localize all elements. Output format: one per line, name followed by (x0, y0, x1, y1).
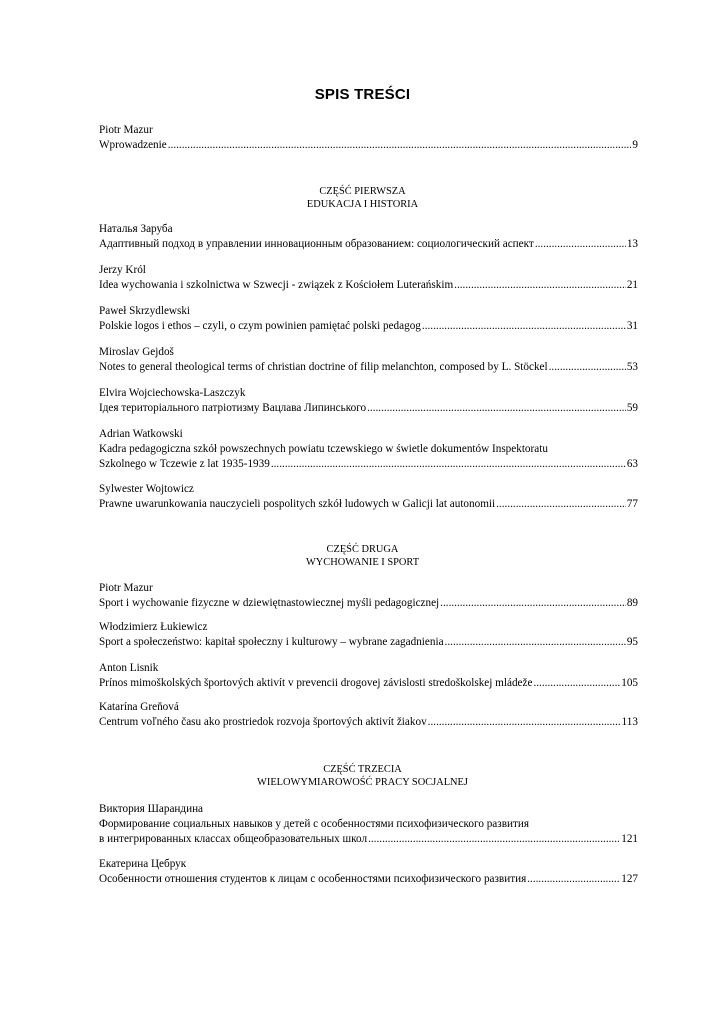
section-part-label: CZĘŚĆ DRUGA (326, 544, 399, 555)
entry-title-line (99, 715, 638, 730)
dot-leader (422, 319, 626, 334)
toc-entry (99, 857, 638, 887)
section-part-label: CZĘŚĆ TRZECIA (323, 764, 402, 775)
dot-leader (168, 138, 632, 153)
entry-page-number: 127 (621, 873, 638, 885)
entry-title: Polskie logos i ethos – czyli, o czym powinien pamiętać polski pedagog (99, 320, 421, 332)
entry-page-number: 31 (626, 320, 638, 332)
entry-page-number: 89 (626, 597, 638, 609)
entry-title-first-line: Формирование социальных навыков у детей с особенностями психофизического развития (99, 818, 529, 830)
entry-page-number: 9 (632, 139, 638, 151)
entry-page-number: 95 (626, 636, 638, 648)
entry-title-line (99, 872, 638, 887)
entry-page-number: 21 (626, 279, 638, 291)
entry-title: в интегрированных классах общеобразовательных школ (99, 833, 368, 845)
entry-page-number: 13 (626, 238, 638, 250)
entry-page-number: 59 (626, 402, 638, 414)
entry-title: Szkolnego w Tczewie z lat 1935-1939 (99, 458, 270, 470)
dot-leader (445, 635, 626, 650)
entry-page-number: 53 (626, 361, 638, 373)
entry-title-first-line: Kadra pedagogiczna szkół powszechnych powiatu tczewskiego w świetle dokumentów Inspektoratu (99, 443, 548, 455)
entry-title-line (99, 319, 638, 334)
entry-page-number: 121 (621, 833, 638, 845)
section-name: WYCHOWANIE I SPORT (305, 557, 420, 568)
entry-title: Wprowadzenie (99, 139, 167, 151)
entry-author: Piotr Mazur (99, 582, 153, 594)
entry-title-line (99, 676, 638, 691)
entry-author: Paweł Skrzydlewski (99, 305, 191, 317)
section-name: WIELOWYMIAROWOŚĆ PRACY SOCJALNEJ (257, 777, 468, 788)
entry-author: Miroslav Gejdoš (99, 346, 174, 358)
entry-author: Włodzimierz Łukiewicz (99, 621, 208, 633)
entry-author: Sylwester Wojtowicz (99, 483, 194, 495)
entry-author: Наталья Заруба (99, 223, 173, 235)
toc-entry (99, 263, 638, 293)
dot-leader (527, 872, 620, 887)
toc-entry (99, 802, 638, 847)
toc-entry (99, 222, 638, 252)
page-title: SPIS TREŚCI (314, 86, 411, 103)
entry-author: Jerzy Król (99, 264, 146, 276)
entry-title: Idea wychowania i szkolnictwa w Szwecji - związek z Kościołem Luterańskim (99, 279, 454, 291)
entry-title-line (99, 237, 638, 252)
dot-leader (428, 715, 621, 730)
entry-page-number: 105 (621, 677, 638, 689)
entry-page-number: 77 (626, 498, 638, 510)
section-name: EDUKACJA I HISTORIA (306, 199, 419, 210)
section-heading-3 (0, 763, 725, 789)
entry-author: Piotr Mazur (99, 124, 153, 136)
entry-title: Sport a społeczeństwo: kapitał społeczny i kulturowy – wybrane zagadnienia (99, 636, 444, 648)
entry-page-number: 63 (626, 458, 638, 470)
section-heading-1 (0, 185, 725, 211)
dot-leader (367, 401, 626, 416)
section-part-label: CZĘŚĆ PIERWSZA (319, 186, 406, 197)
toc-entry (99, 620, 638, 650)
entry-title-line (99, 278, 638, 293)
toc-entry (99, 345, 638, 375)
entry-title-line (99, 596, 638, 611)
toc-entry (99, 304, 638, 334)
entry-title: Notes to general theological terms of christian doctrine of filip melanchton, composed by L. Stöckel (99, 361, 548, 373)
entry-title: Sport i wychowanie fizyczne w dziewiętnastowiecznej myśli pedagogicznej (99, 597, 440, 609)
entry-author: Adrian Watkowski (99, 428, 183, 440)
toc-entry (99, 661, 638, 691)
dot-leader (454, 278, 626, 293)
entry-author: Anton Lisnik (99, 662, 159, 674)
section-heading-2 (0, 543, 725, 569)
dot-leader (368, 832, 620, 847)
entry-author: Elvira Wojciechowska-Laszczyk (99, 387, 246, 399)
dot-leader (533, 676, 620, 691)
toc-entry-intro (99, 123, 638, 153)
dot-leader (535, 237, 626, 252)
dot-leader (271, 457, 626, 472)
entry-title-line (99, 497, 638, 512)
dot-leader (440, 596, 626, 611)
entry-title: Prínos mimoškolských športových aktivít v prevencii drogovej závislosti stredoškolskej mládeže (99, 677, 533, 689)
toc-entry (99, 386, 638, 416)
entry-title: Centrum voľného času ako prostriedok rozvoja športových aktivít žiakov (99, 716, 427, 728)
entry-title-line (99, 360, 638, 375)
entry-title-line (99, 635, 638, 650)
entry-title-line (99, 401, 638, 416)
entry-title-line (99, 138, 638, 153)
dot-leader (549, 360, 626, 375)
entry-author: Katarína Greňová (99, 701, 179, 713)
entry-page-number: 113 (621, 716, 638, 728)
dot-leader (496, 497, 626, 512)
entry-title-line (99, 832, 638, 847)
entry-title: Особенности отношения студентов к лицам с особенностями психофизического развития (99, 873, 527, 885)
entry-title: Ідея територіального патріотизму Вацлава Липинського (99, 402, 367, 414)
entry-title: Prawne uwarunkowania nauczycieli pospolitych szkół ludowych w Galicji lat autonomii (99, 498, 496, 510)
toc-entry (99, 700, 638, 730)
toc-entry (99, 482, 638, 512)
entry-title-line (99, 457, 638, 472)
entry-author: Екатерина Цебрук (99, 858, 187, 870)
toc-entry (99, 581, 638, 611)
entry-author: Виктория Шарандина (99, 803, 204, 815)
toc-entry (99, 427, 638, 472)
entry-title: Адаптивный подход в управлении инновационным образованием: социологический аспект (99, 238, 534, 250)
